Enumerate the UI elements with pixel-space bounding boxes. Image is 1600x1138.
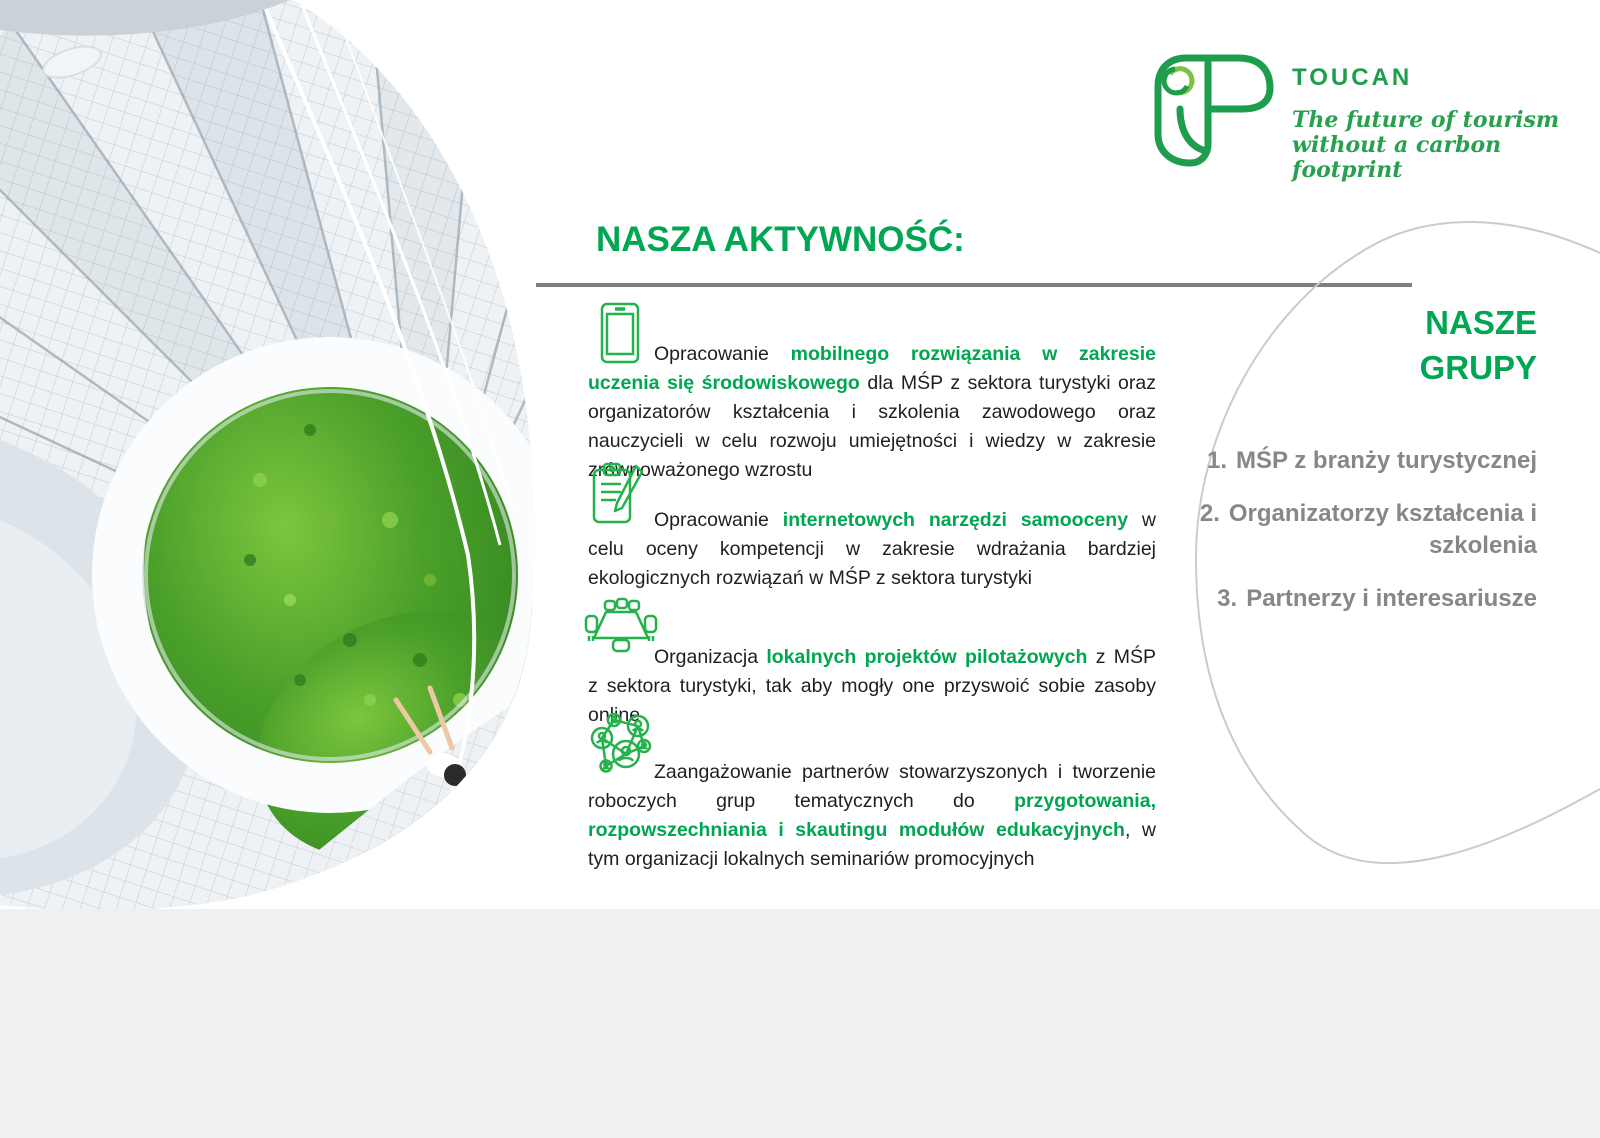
activity-text-self-assessment: Opracowanie internetowych narzędzi samooceny w celu oceny kompetencji w zakresie wdrażania bardziej ekologicznych rozwiązań w MŚP z sektora turystyki xyxy=(588,509,1157,589)
toucan-logo-name: TOUCAN xyxy=(1292,64,1413,91)
group-number: 2. xyxy=(1199,500,1220,527)
activity-text-pilot-projects: Organizacja lokalnych projektów pilotażowych z MŚP z sektora turystyki, tak aby mogły one przyswoić sobie zasoby online xyxy=(588,646,1156,726)
toucan-tagline-line1: The future of tourism xyxy=(1292,107,1560,133)
toucan-logo-icon xyxy=(1146,48,1278,172)
group-number: 3. xyxy=(1217,585,1238,612)
partners-footer xyxy=(0,909,1600,1138)
groups-heading-line1: NASZE xyxy=(1425,304,1537,341)
spiral-staircase-photo xyxy=(0,0,535,912)
activity-text-mobile-solution: Opracowanie mobilnego rozwiązania w zakresie uczenia się środowiskowego dla MŚP z sektora turystyki oraz organizatorów kształcenia i szkolenia zawodowego oraz nauczycieli w celu rozwoju umiejętności i wiedzy w zakresie zrównoważonego wzrostu xyxy=(588,343,1156,481)
groups-list xyxy=(1169,445,1537,615)
divider-line xyxy=(536,283,1412,287)
toucan-tagline xyxy=(1292,108,1600,183)
groups-heading xyxy=(1420,300,1537,390)
group-label: Organizatorzy kształcenia i szkolenia xyxy=(1228,500,1537,559)
group-item-3 xyxy=(1217,583,1537,615)
toucan-tagline-line2: without a carbon footprint xyxy=(1292,132,1502,183)
group-number: 1. xyxy=(1207,447,1228,474)
group-item-1 xyxy=(1207,445,1537,477)
group-label: MŚP z branży turystycznej xyxy=(1236,447,1537,474)
groups-heading-line2: GRUPY xyxy=(1419,349,1537,386)
activity-text-associated-partners: Zaangażowanie partnerów stowarzyszonych i tworzenie roboczych grup tematycznych do przygotowania, rozpowszechniania i skautingu modułów edukacyjnych, w tym organizacji lokalnych seminariów promocyjnych xyxy=(588,761,1156,870)
group-item-2 xyxy=(1177,498,1537,562)
group-label: Partnerzy i interesariusze xyxy=(1246,585,1537,612)
activities-heading: NASZA AKTYWNOŚĆ: xyxy=(596,220,965,259)
